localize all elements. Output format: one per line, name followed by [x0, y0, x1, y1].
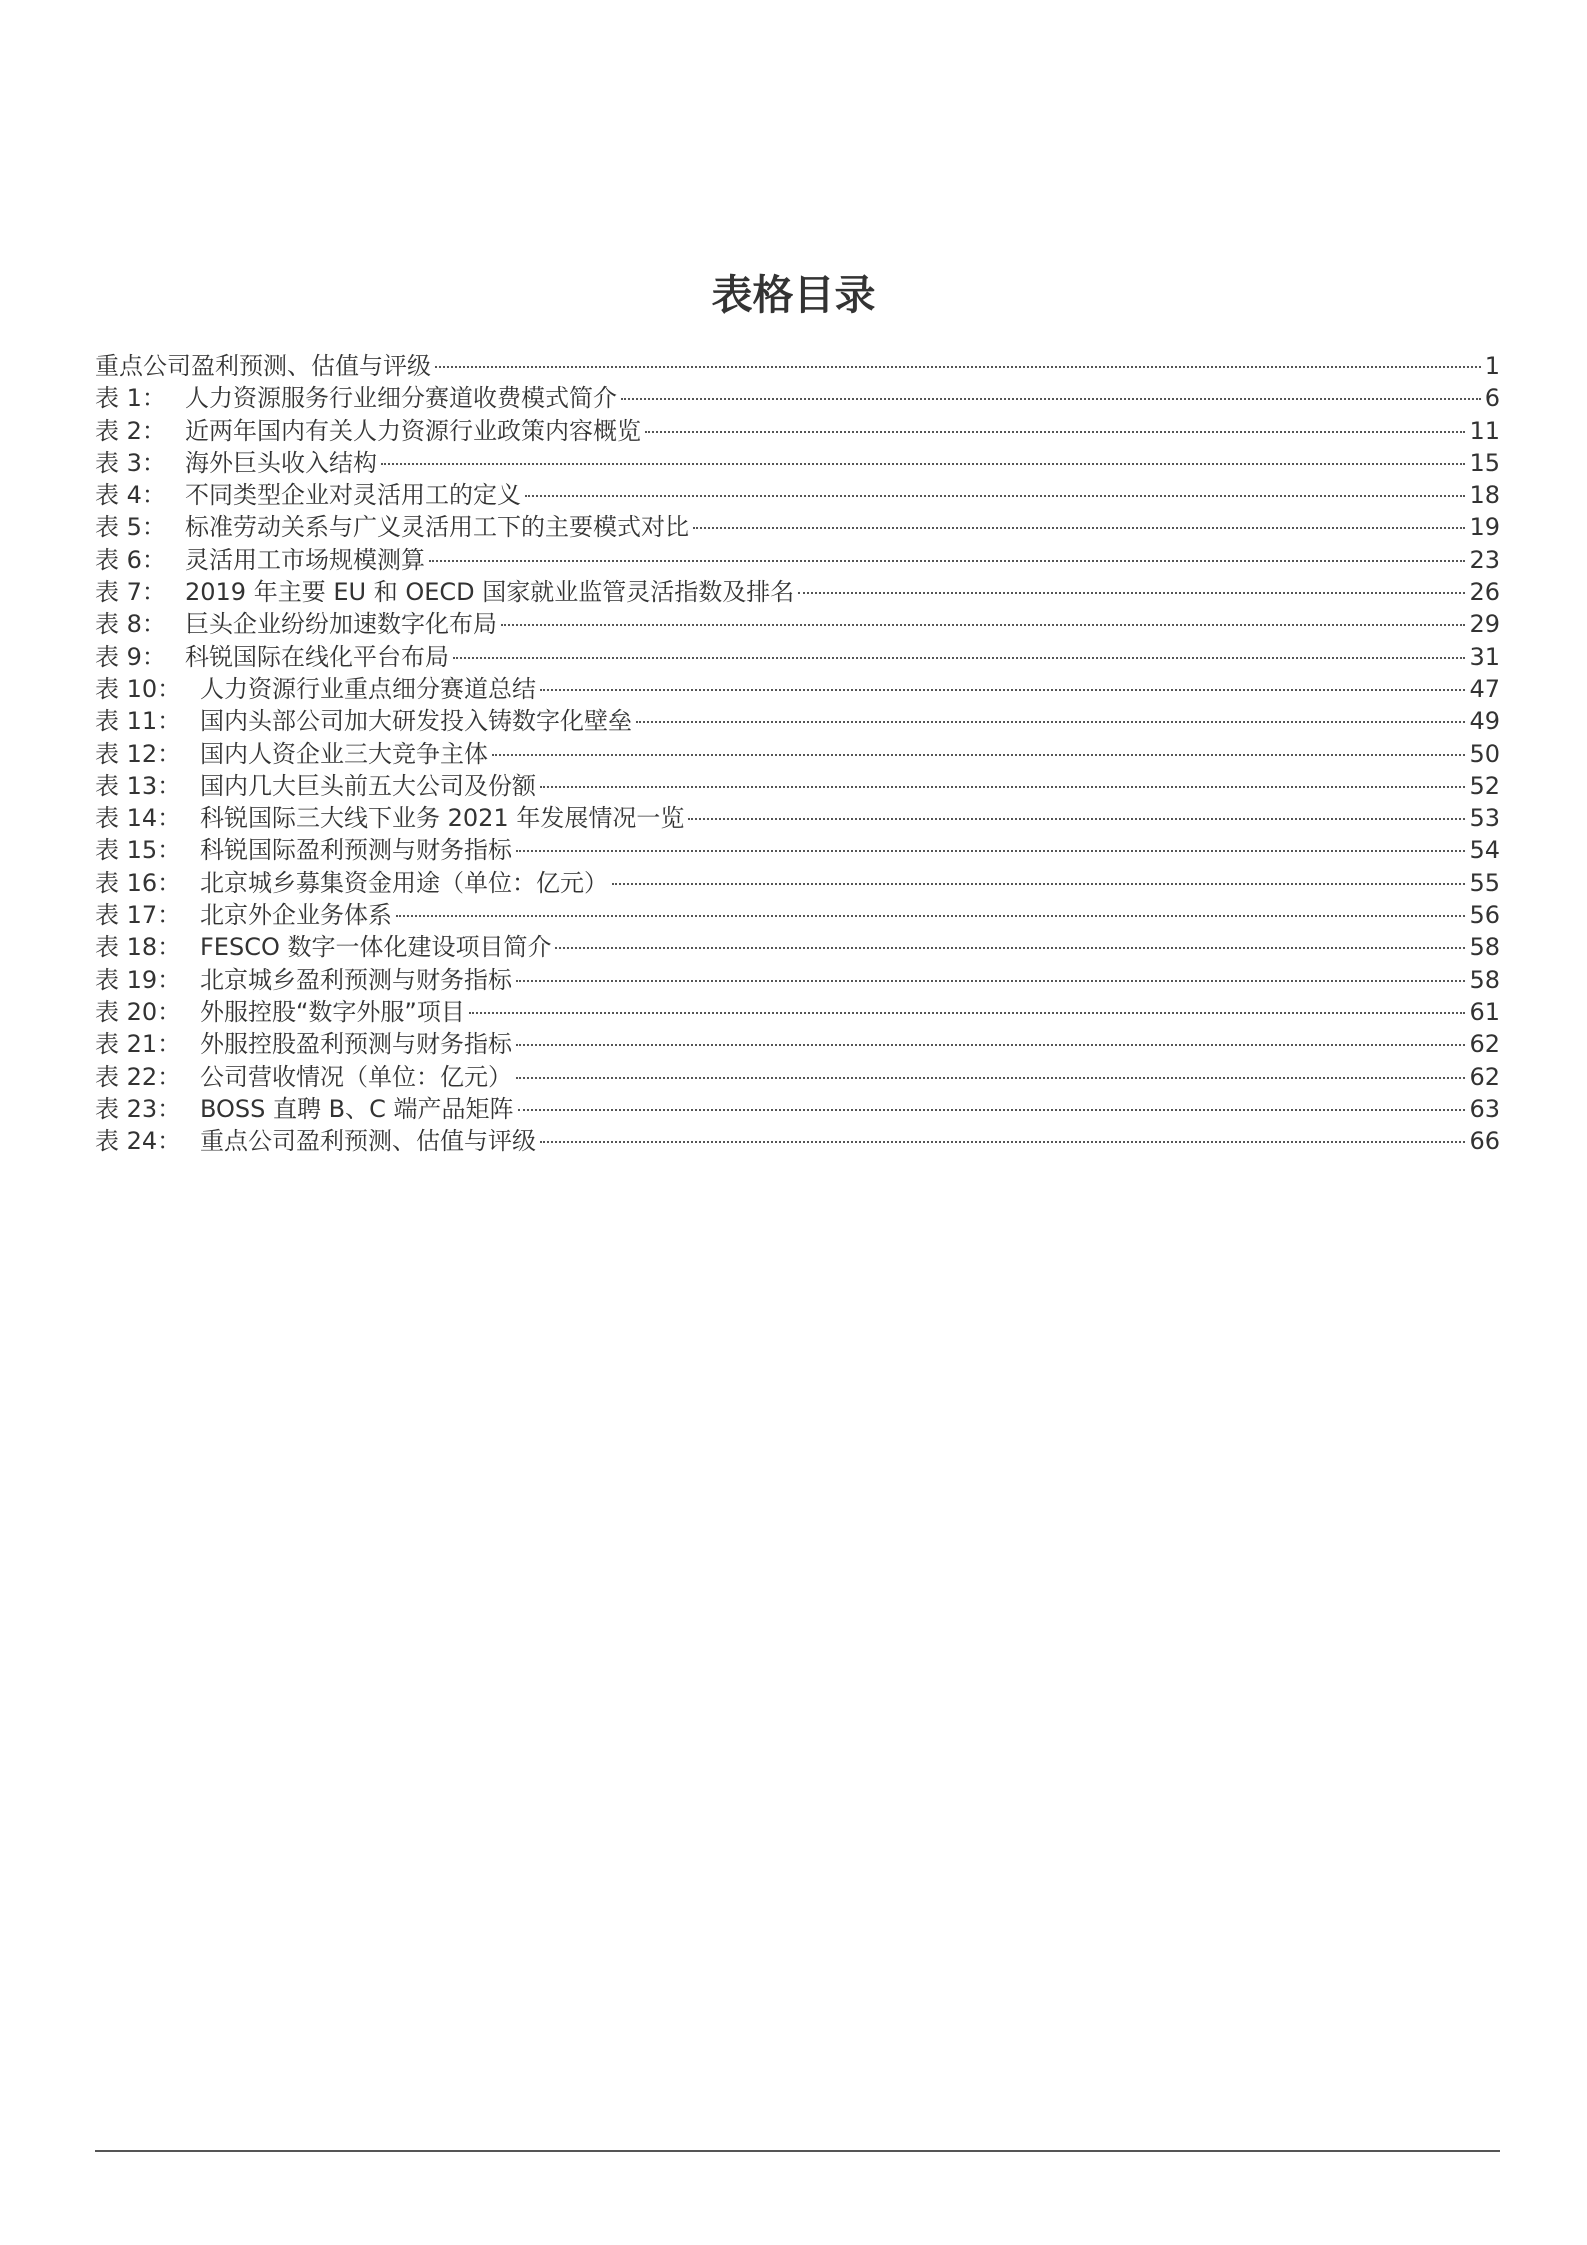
toc-entry[interactable] [95, 641, 1500, 673]
toc-entry-title: 科锐国际盈利预测与财务指标 [200, 836, 512, 865]
toc-entry-page-number: 26 [1469, 578, 1500, 607]
toc-entry[interactable] [95, 511, 1500, 543]
toc-entry-page-number: 62 [1469, 1062, 1500, 1091]
toc-entry-title: FESCO 数字一体化建设项目简介 [200, 933, 552, 962]
toc-dot-leader [516, 850, 1465, 852]
toc-entry[interactable] [95, 931, 1500, 963]
toc-entry-number: 表 3： [95, 448, 166, 477]
toc-entry-page-number: 66 [1469, 1127, 1500, 1156]
toc-entry-title: 不同类型企业对灵活用工的定义 [185, 481, 521, 510]
toc-entry-title: 公司营收情况（单位：亿元） [200, 1062, 512, 1091]
toc-entry-page-number: 52 [1469, 771, 1500, 800]
toc-entry-title: 外服控股盈利预测与财务指标 [200, 1030, 512, 1059]
toc-entry-page-number: 29 [1469, 610, 1500, 639]
toc-entry-number: 表 4： [95, 481, 166, 510]
toc-entry-number: 表 20： [95, 997, 182, 1026]
toc-dot-leader [435, 366, 1481, 368]
toc-dot-leader [688, 818, 1465, 820]
toc-entry[interactable] [95, 576, 1500, 608]
toc-entry-number: 表 8： [95, 610, 166, 639]
toc-entry-page-number: 50 [1469, 739, 1500, 768]
toc-entry-number: 表 5： [95, 513, 166, 542]
toc-entry-label [95, 415, 641, 447]
toc-entry-number: 表 1： [95, 384, 166, 413]
toc-entry[interactable] [95, 899, 1500, 931]
toc-entry-label [95, 867, 608, 899]
toc-entry[interactable] [95, 802, 1500, 834]
toc-entry-number: 表 10： [95, 674, 182, 703]
toc-entry-number: 表 18： [95, 933, 182, 962]
toc-dot-leader [492, 754, 1465, 756]
toc-entry-title: 北京城乡募集资金用途（单位：亿元） [200, 868, 608, 897]
toc-dot-leader [516, 980, 1465, 982]
toc-entry-title: 灵活用工市场规模测算 [185, 545, 425, 574]
toc-entry-label [95, 576, 794, 608]
toc-entry-label [95, 705, 632, 737]
toc-entry-number: 表 16： [95, 868, 182, 897]
toc-dot-leader [540, 786, 1465, 788]
toc-entry-title: 北京外企业务体系 [200, 901, 392, 930]
toc-entry[interactable] [95, 544, 1500, 576]
toc-entry[interactable] [95, 1028, 1500, 1060]
toc-entry-page-number: 15 [1469, 448, 1500, 477]
toc-entry-number: 表 21： [95, 1030, 182, 1059]
toc-entry-label [95, 544, 425, 576]
toc-entry-label [95, 382, 617, 414]
toc-entry-title: 近两年国内有关人力资源行业政策内容概览 [185, 416, 641, 445]
toc-entry-label [95, 996, 465, 1028]
toc-entry-page-number: 58 [1469, 965, 1500, 994]
toc-entry-number: 表 23： [95, 1094, 182, 1123]
toc-entry-title: 人力资源行业重点细分赛道总结 [200, 674, 536, 703]
toc-entry-number: 表 2： [95, 416, 166, 445]
toc-entry-number: 表 15： [95, 836, 182, 865]
toc-entry[interactable] [95, 964, 1500, 996]
toc-entry-page-number: 61 [1469, 997, 1500, 1026]
toc-entry-number: 表 14： [95, 804, 182, 833]
toc-entry-page-number: 18 [1469, 481, 1500, 510]
toc-entry-title: 科锐国际三大线下业务 2021 年发展情况一览 [200, 804, 685, 833]
toc-entry-title: 巨头企业纷纷加速数字化布局 [185, 610, 497, 639]
toc-entry-page-number: 31 [1469, 642, 1500, 671]
toc-entry-page-number: 58 [1469, 933, 1500, 962]
toc-entry-title: 外服控股“数字外服”项目 [200, 997, 465, 1026]
toc-dot-leader [540, 1141, 1465, 1143]
table-of-contents [95, 350, 1500, 1157]
toc-dot-leader [453, 657, 1465, 659]
toc-entry-title: 国内几大巨头前五大公司及份额 [200, 771, 536, 800]
toc-entry[interactable] [95, 415, 1500, 447]
toc-entry-page-number: 63 [1469, 1094, 1500, 1123]
toc-entry-label [95, 641, 449, 673]
toc-entry-page-number: 11 [1469, 416, 1500, 445]
toc-dot-leader [645, 431, 1465, 433]
toc-dot-leader [501, 624, 1465, 626]
toc-entry-title: 国内头部公司加大研发投入铸数字化壁垒 [200, 707, 632, 736]
toc-entry[interactable] [95, 1125, 1500, 1157]
toc-entry-label [95, 479, 521, 511]
toc-entry-label [95, 673, 536, 705]
toc-entry-label [95, 447, 377, 479]
toc-entry-page-number: 47 [1469, 674, 1500, 703]
toc-entry-number: 表 24： [95, 1127, 182, 1156]
toc-entry-label [95, 834, 512, 866]
toc-dot-leader [693, 527, 1465, 529]
toc-entry-page-number: 54 [1469, 836, 1500, 865]
toc-entry-number: 表 6： [95, 545, 166, 574]
toc-dot-leader [636, 721, 1465, 723]
toc-entry-page-number: 6 [1484, 384, 1500, 413]
toc-entry-label [95, 1028, 512, 1060]
toc-dot-leader [381, 463, 1465, 465]
toc-entry-label [95, 608, 497, 640]
toc-entry[interactable] [95, 738, 1500, 770]
toc-entry-title: 重点公司盈利预测、估值与评级 [95, 352, 431, 380]
toc-entry-page-number: 53 [1469, 804, 1500, 833]
toc-entry-page-number: 23 [1469, 545, 1500, 574]
toc-entry-label [95, 1061, 512, 1093]
toc-entry[interactable] [95, 479, 1500, 511]
toc-entry-label [95, 1125, 536, 1157]
toc-entry-label [95, 931, 551, 963]
toc-entry-label [95, 964, 512, 996]
toc-entry-number: 表 7： [95, 578, 166, 607]
toc-entry[interactable] [95, 1093, 1500, 1125]
toc-entry-label [95, 1093, 514, 1125]
toc-dot-leader [525, 495, 1465, 497]
toc-entry[interactable] [95, 705, 1500, 737]
toc-entry-title: 科锐国际在线化平台布局 [185, 642, 449, 671]
toc-entry-number: 表 22： [95, 1062, 182, 1091]
toc-dot-leader [516, 1077, 1465, 1079]
toc-dot-leader [516, 1044, 1465, 1046]
toc-entry-page-number: 19 [1469, 513, 1500, 542]
page-title: 表格目录 [711, 271, 876, 319]
toc-entry-number: 表 13： [95, 771, 182, 800]
toc-entry-title: 人力资源服务行业细分赛道收费模式简介 [185, 384, 617, 413]
toc-entry-title: 重点公司盈利预测、估值与评级 [200, 1127, 536, 1156]
toc-dot-leader [469, 1012, 1466, 1014]
toc-entry-page-number: 62 [1469, 1030, 1500, 1059]
toc-entry-page-number: 49 [1469, 707, 1500, 736]
toc-entry[interactable] [95, 447, 1500, 479]
toc-dot-leader [396, 915, 1465, 917]
toc-entry-title: 2019 年主要 EU 和 OECD 国家就业监管灵活指数及排名 [185, 578, 795, 607]
toc-entry-number: 表 17： [95, 901, 182, 930]
toc-entry-label [95, 350, 431, 382]
toc-entry[interactable] [95, 350, 1500, 382]
toc-entry-number: 表 19： [95, 965, 182, 994]
toc-entry-page-number: 55 [1469, 868, 1500, 897]
toc-entry-label [95, 899, 392, 931]
toc-dot-leader [555, 947, 1465, 949]
toc-entry[interactable] [95, 996, 1500, 1028]
toc-entry[interactable] [95, 382, 1500, 414]
toc-dot-leader [798, 592, 1465, 594]
toc-dot-leader [429, 560, 1465, 562]
toc-entry-number: 表 12： [95, 739, 182, 768]
toc-entry[interactable] [95, 770, 1500, 802]
toc-entry[interactable] [95, 867, 1500, 899]
toc-entry-title: 北京城乡盈利预测与财务指标 [200, 965, 512, 994]
toc-entry-title: BOSS 直聘 B、C 端产品矩阵 [200, 1094, 514, 1123]
toc-entry[interactable] [95, 834, 1500, 866]
toc-entry-page-number: 1 [1484, 352, 1500, 380]
toc-dot-leader [621, 398, 1481, 400]
toc-entry-label [95, 770, 536, 802]
toc-entry-title: 标准劳动关系与广义灵活用工下的主要模式对比 [185, 513, 689, 542]
toc-entry[interactable] [95, 608, 1500, 640]
footer-divider [95, 2150, 1500, 2152]
toc-entry[interactable] [95, 1061, 1500, 1093]
toc-dot-leader [518, 1109, 1466, 1111]
toc-dot-leader [612, 883, 1465, 885]
toc-entry-title: 海外巨头收入结构 [185, 448, 377, 477]
toc-entry[interactable] [95, 673, 1500, 705]
toc-entry-label [95, 738, 488, 770]
toc-entry-title: 国内人资企业三大竞争主体 [200, 739, 488, 768]
toc-entry-label [95, 511, 689, 543]
toc-entry-number: 表 9： [95, 642, 166, 671]
toc-entry-number: 表 11： [95, 707, 182, 736]
toc-entry-page-number: 56 [1469, 901, 1500, 930]
toc-entry-label [95, 802, 684, 834]
toc-dot-leader [540, 689, 1465, 691]
